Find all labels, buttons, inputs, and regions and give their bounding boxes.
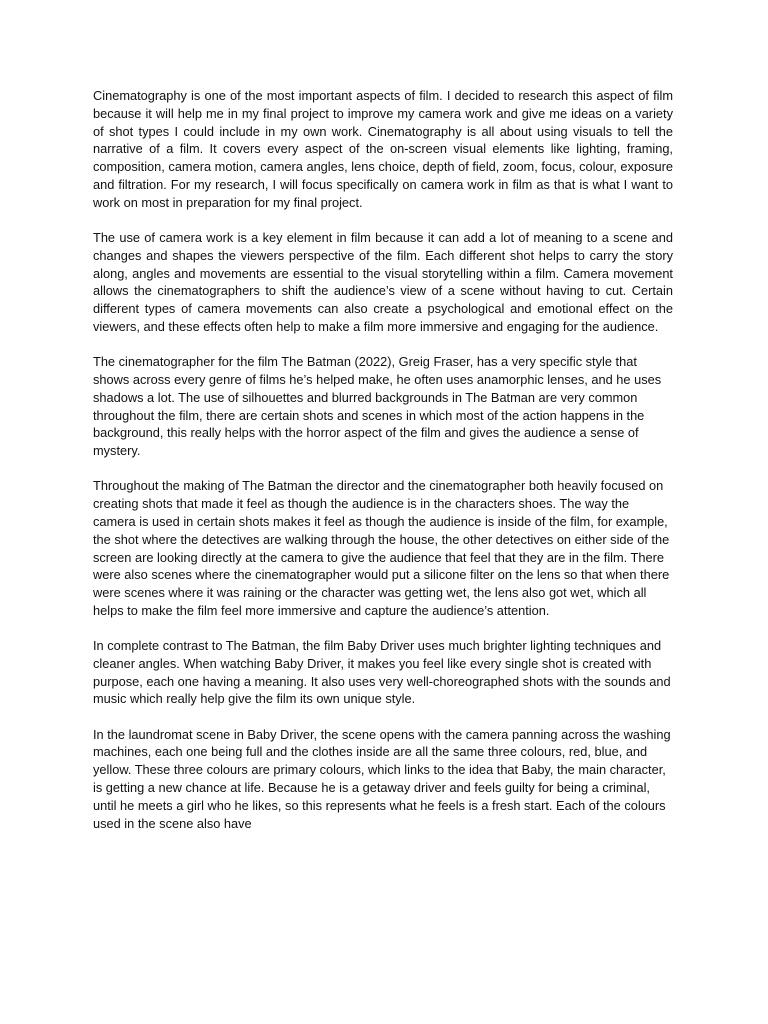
paragraph-cinematography-intro: Cinematography is one of the most important aspects of film. I decided to research this aspect of film because it will help me in my final project to improve my camera work and give me ideas on a variety of shot types I could include in my own work. Cinematography is all about using visuals to tell the narrative of a film. It covers every aspect of the on-screen visual elements like lighting, framing, composition, camera motion, camera angles, lens choice, depth of field, zoom, focus, colour, exposure and filtration. For my research, I will focus specifically on camera work in film as that is what I want to work on most in preparation for my final project. [93,88,673,210]
paragraph-baby-driver: In complete contrast to The Batman, the film Baby Driver uses much brighter lighting techniques and cleaner angles. When watching Baby Driver, it makes you feel like every single shot is created with purpose, each one having a meaning. It also uses very well-choreographed shots with the sounds and music which really help give the film its own unique style. [93,638,671,707]
body-text [93,87,673,850]
paragraph-camera-work: The use of camera work is a key element in film because it can add a lot of meaning to a scene and changes and shapes the viewers perspective of the film. Each different shot helps to carry the story along, angles and movements are essential to the visual storytelling within a film. Camera movement allows the cinematographers to shift the audience’s view of a scene without having to cut. Certain different types of camera movements can also create a psychological and emotional effect on the viewers, and these effects often help to make a film more immersive and engaging for the audience. [93,229,673,334]
paragraph-batman-cinematographer: The cinematographer for the film The Batman (2022), Greig Fraser, has a very specific style that shows across every genre of films he’s helped make, he often uses anamorphic lenses, and he uses shadows a lot. The use of silhouettes and blurred backgrounds in The Batman are very common throughout the film, there are certain shots and scenes in which most of the action happens in the background, this really helps with the horror aspect of the film and gives the audience a sense of mystery. [93,354,662,459]
paragraph-laundromat-scene: In the laundromat scene in Baby Driver, the scene opens with the camera panning across the washing machines, each one being full and the clothes inside are all the same three colours, red, blue, and yellow. These three colours are primary colours, which links to the idea that Baby, the main character, is getting a new chance at life. Because he is a getaway driver and feels guilty for being a criminal, until he meets a girl who he likes, so this represents what he feels is a fresh start. Each of the colours used in the scene also have [93,726,671,831]
paragraph-batman-immersion: Throughout the making of The Batman the director and the cinematographer both heavily focused on creating shots that made it feel as though the audience is in the characters shoes. The way the camera is used in certain shots makes it feel as though the audience is inside of the film, for example, the shot where the detectives are walking through the house, the other detectives on either side of the screen are looking directly at the camera to give the audience that feel that they are in the film. There were also scenes where the cinematographer would put a silicone filter on the lens so that when there were scenes where it was raining or the character was getting wet, the lens also got wet, which all helps to make the film feel more immersive and capture the audience’s attention. [93,478,670,618]
